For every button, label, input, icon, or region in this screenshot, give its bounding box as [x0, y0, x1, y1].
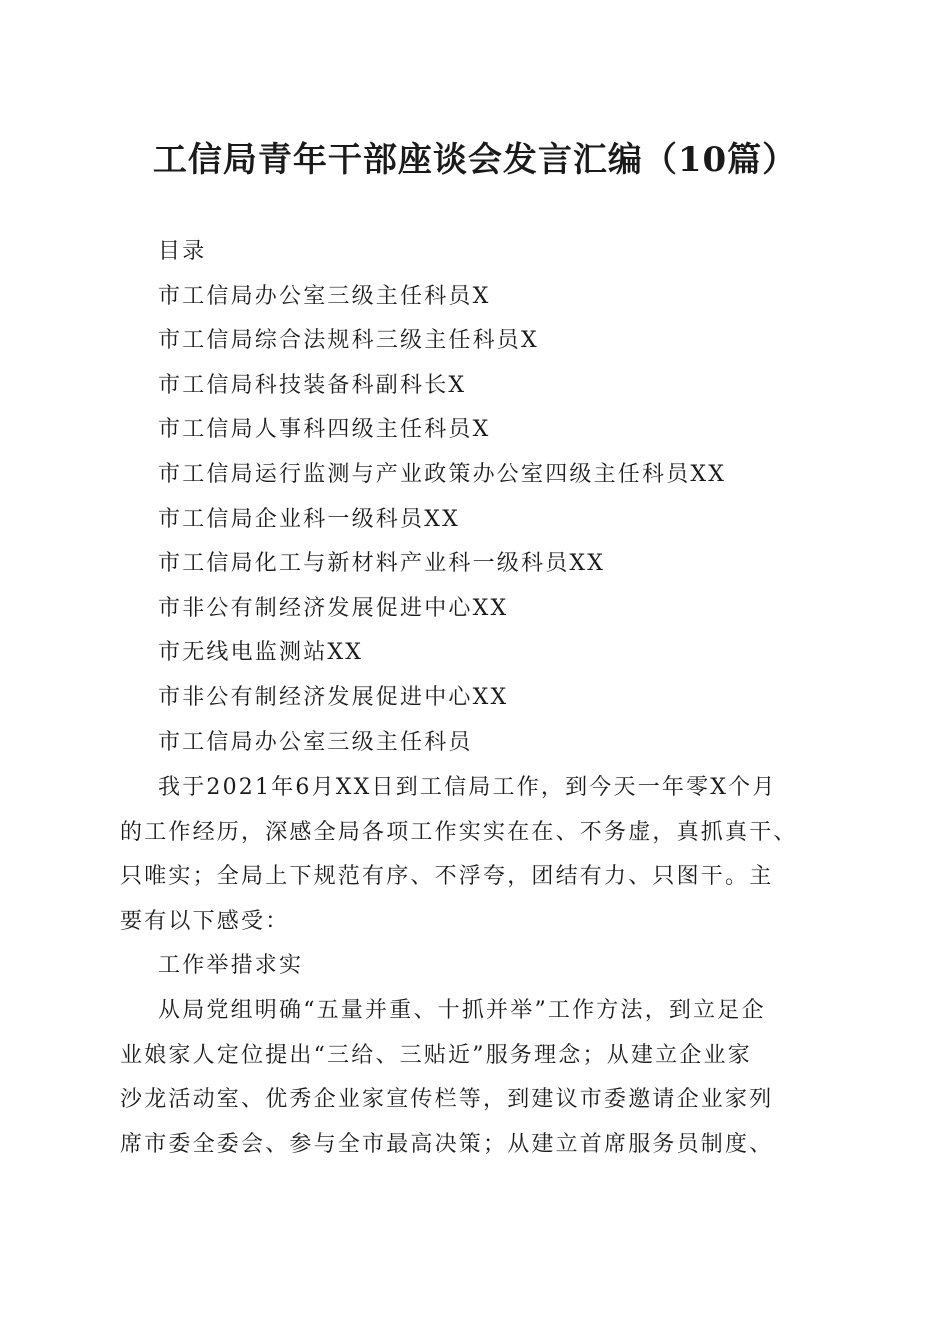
- document-title: 工信局青年干部座谈会发言汇编（10篇）: [152, 140, 798, 180]
- paragraph-line: 只唯实；全局上下规范有序、不浮夸，团结有力、只图干。主: [120, 864, 774, 890]
- toc-heading: 目录: [158, 239, 207, 264]
- toc-item: 市工信局人事科四级主任科员X: [158, 417, 491, 443]
- section-author-heading: 市工信局办公室三级主任科员: [158, 729, 473, 755]
- body-paragraph: [120, 989, 832, 1167]
- paragraph-line: 从局党组明确“五量并重、十抓并举”工作方法，到立足企: [158, 997, 766, 1023]
- toc-item: 市非公有制经济发展促进中心XX: [158, 684, 509, 710]
- toc-item: 市工信局综合法规科三级主任科员X: [158, 328, 539, 354]
- paragraph-line: 要有以下感受：: [120, 908, 290, 934]
- toc-item: 市工信局科技装备科副科长X: [158, 372, 467, 398]
- paragraph-line: 的工作经历，深感全局各项工作实实在在、不务虚，真抓真干、: [120, 819, 798, 845]
- toc-item: 市工信局运行监测与产业政策办公室四级主任科员XX: [158, 461, 727, 487]
- toc-item: 市工信局化工与新材料产业科一级科员XX: [158, 551, 606, 577]
- paragraph-line: 我于2021年6月XX日到工信局工作，到今天一年零X个月: [158, 775, 777, 800]
- paragraph-line: 沙龙活动室、优秀企业家宣传栏等，到建议市委邀请企业家列: [120, 1087, 774, 1113]
- toc-item: 市工信局企业科一级科员XX: [158, 506, 460, 532]
- toc-item: 市非公有制经济发展促进中心XX: [158, 595, 509, 621]
- toc-item: 市工信局办公室三级主任科员X: [158, 283, 491, 309]
- body-text: [120, 766, 832, 1167]
- paragraph-line: 席市委全委会、参与全市最高决策；从建立首席服务员制度、: [120, 1131, 774, 1157]
- section-subheading: 工作举措求实: [158, 953, 304, 979]
- paragraph-line: 业娘家人定位提出“三给、三贴近”服务理念；从建立企业家: [120, 1042, 752, 1068]
- intro-paragraph: [120, 766, 832, 944]
- table-of-contents: [158, 230, 726, 765]
- toc-item: 市无线电监测站XX: [158, 640, 364, 666]
